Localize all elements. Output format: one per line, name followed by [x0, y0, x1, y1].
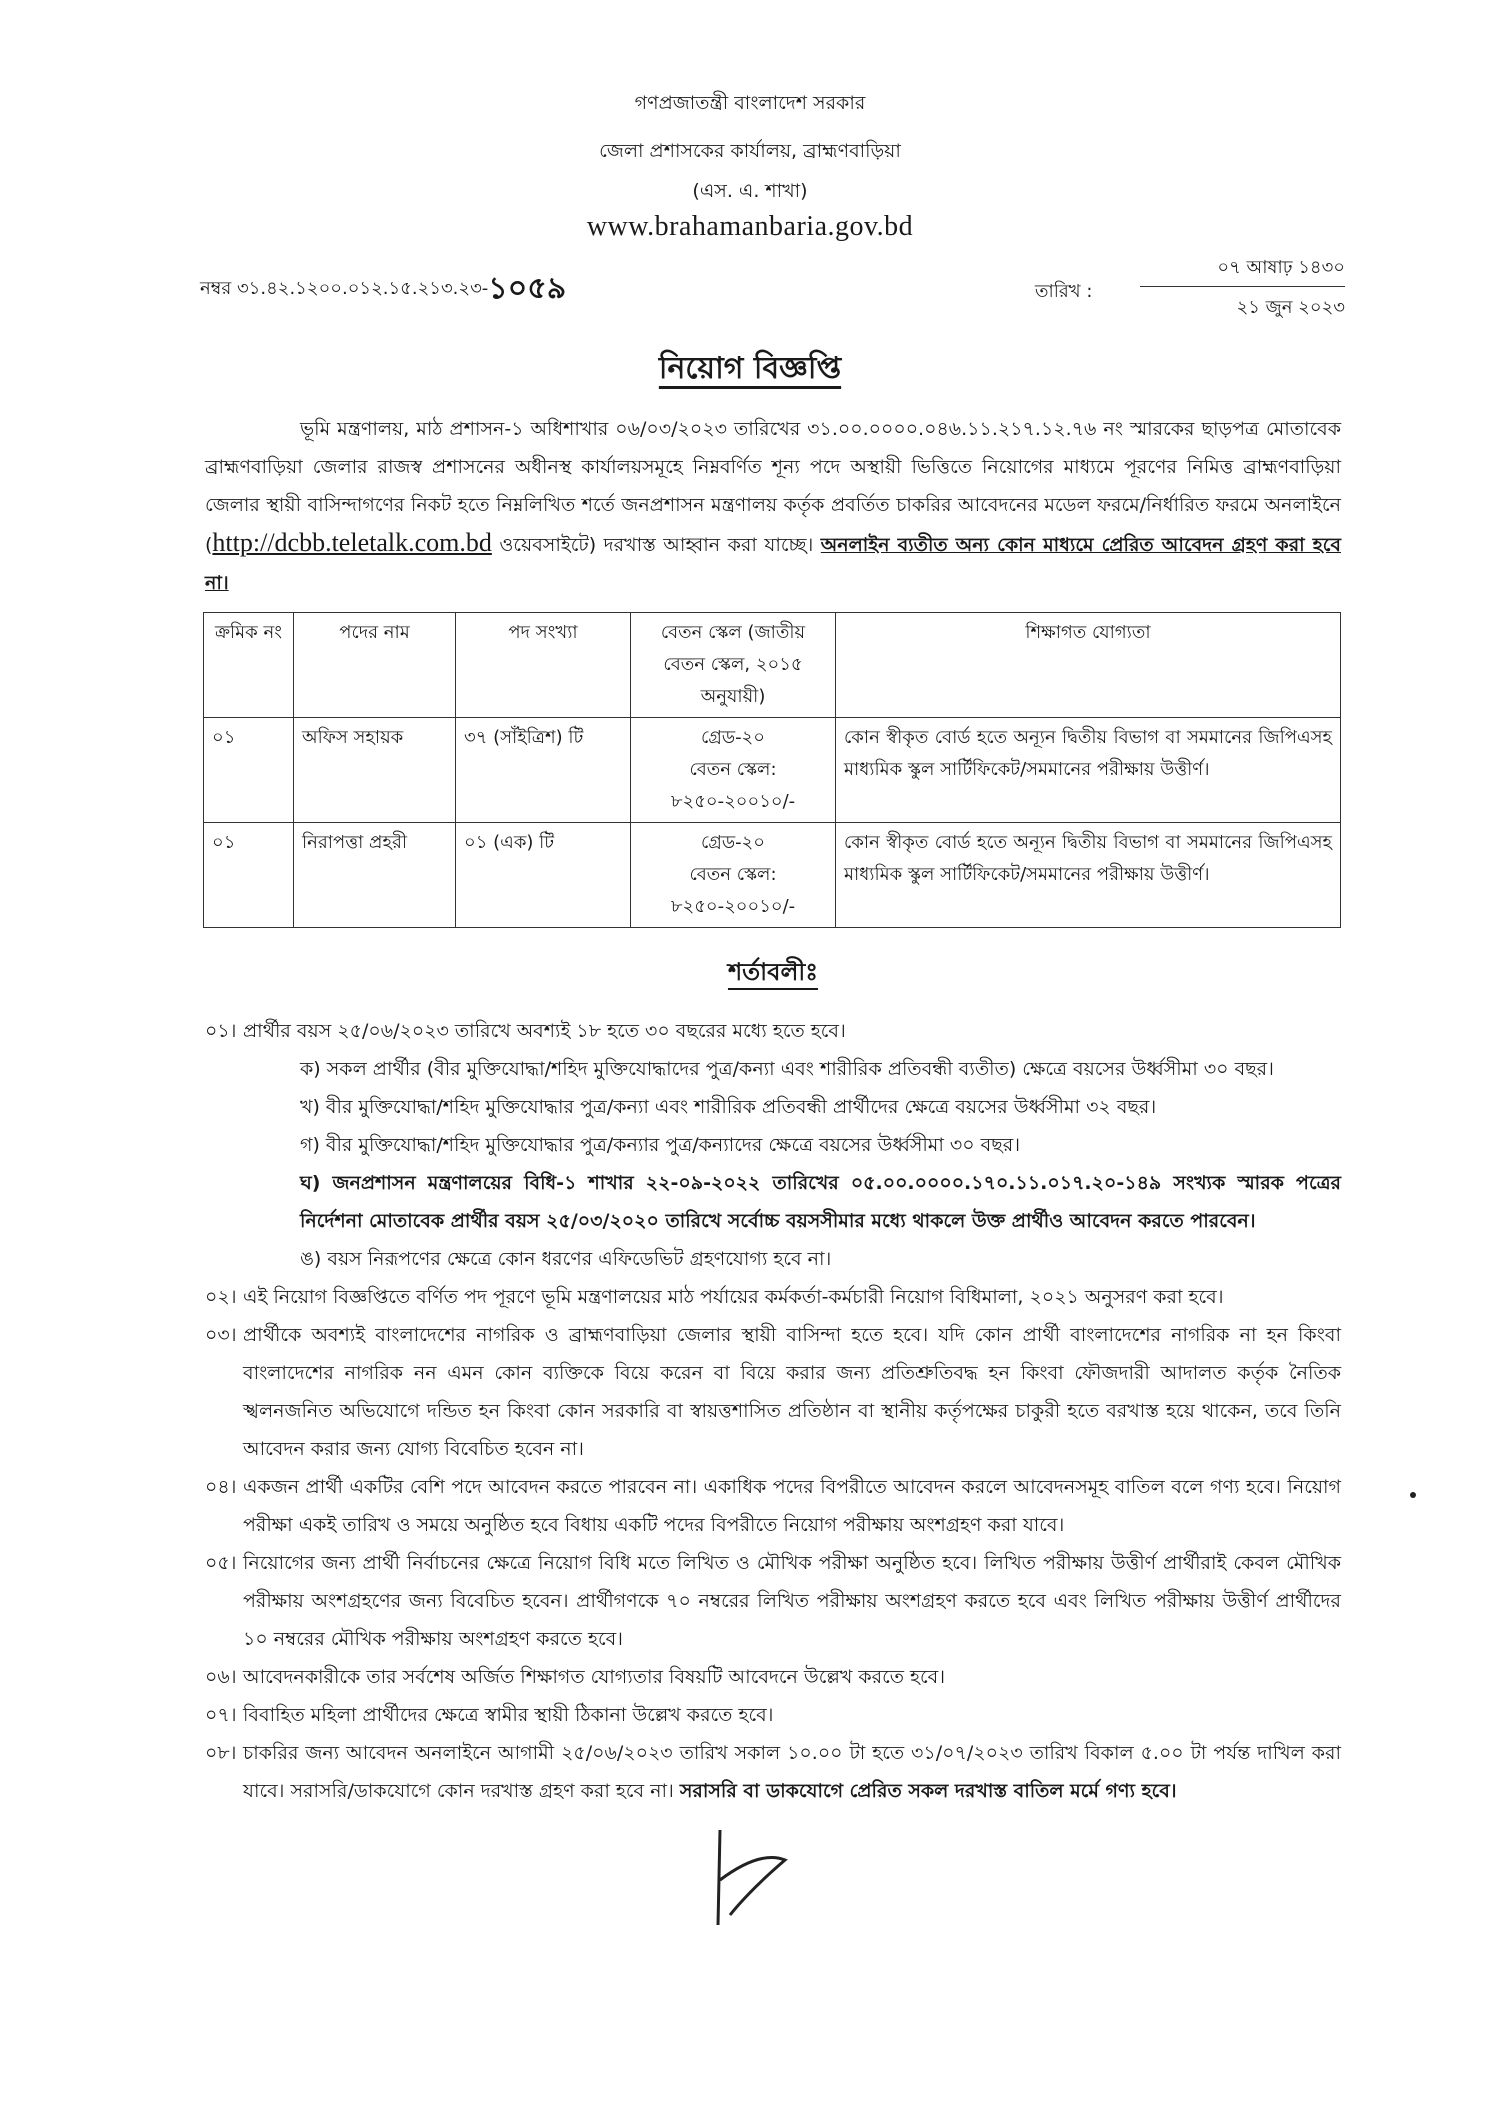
item-text: বিবাহিত মহিলা প্রার্থীদের ক্ষেত্রে স্বামীর স্থায়ী ঠিকানা উল্লেখ করতে হবে। — [243, 1704, 774, 1726]
branch-name: (এস. এ. শাখা) — [692, 180, 808, 202]
sub-item: খ) বীর মুক্তিযোদ্ধা/শহিদ মুক্তিযোদ্ধার পুত্র/কন্যা এবং শারীরিক প্রতিবন্ধী প্রার্থীদের ক্ষেত্রে বয়সের উর্ধ্বসীমা ৩২ বছর। — [300, 1096, 1157, 1118]
item-number: ০৭। — [205, 1704, 237, 1726]
date-gregorian: ২১ জুন ২০২৩ — [1236, 297, 1345, 318]
table-row — [204, 718, 1341, 823]
item-number: ০৪। — [205, 1476, 237, 1498]
vacancy-table — [203, 612, 1341, 928]
item-text: নিয়োগের জন্য প্রার্থী নির্বাচনের ক্ষেত্রে নিয়োগ বিধি মতে লিখিত ও মৌখিক পরীক্ষা অনুষ্ঠিত হবে। লিখিত পরীক্ষায় উত্তীর্ণ প্রার্থীরাই কেবল মৌখিক পরীক্ষায় অংশগ্রহণের জন্য বিবেচিত হবেন। প্রার্থীগণকে ৭০ নম্বরের লিখিত পরীক্ষায় অংশগ্রহণ করতে হবে এবং লিখিত পরীক্ষায় উত্তীর্ণ প্রার্থীদের ১০ নম্বরের মৌখিক পরীক্ষায় অংশগ্রহণ করতে হবে। — [243, 1552, 1341, 1650]
condition-item — [205, 1696, 1341, 1734]
pay-scale — [631, 718, 836, 823]
header-post: পদের নাম — [294, 613, 456, 718]
memo-number-label: নম্বর ৩১.৪২.১২০০.০১২.১৫.২১৩.২৩- — [200, 278, 489, 299]
serial: ০১ — [204, 718, 294, 823]
item-number: ০৩। — [205, 1324, 237, 1346]
item-number: ০৫। — [205, 1552, 237, 1574]
scale: ৮২৫০-২০০১০/- — [670, 896, 796, 917]
scan-speck — [1410, 1492, 1416, 1498]
qualification: কোন স্বীকৃত বোর্ড হতে অন্যূন দ্বিতীয় বিভাগ বা সমমানের জিপিএসহ মাধ্যমিক স্কুল সার্টিফিকেট/সমমানের পরীক্ষায় উত্তীর্ণ। — [836, 718, 1341, 823]
serial: ০১ — [204, 823, 294, 928]
post-name: অফিস সহায়ক — [294, 718, 456, 823]
header-qualification: শিক্ষাগত যোগ্যতা — [836, 613, 1341, 718]
item-text — [243, 1734, 1341, 1810]
sub-item: গ) বীর মুক্তিযোদ্ধা/শহিদ মুক্তিযোদ্ধার পুত্র/কন্যার পুত্র/কন্যাদের ক্ষেত্রে বয়সের উর্ধ্বসীমা ৩০ বছর। — [300, 1134, 1020, 1156]
grade: গ্রেড-২০ — [701, 727, 765, 748]
conditions-list — [205, 1012, 1341, 1810]
condition-item — [205, 1278, 1341, 1316]
scale: ৮২৫০-২০০১০/- — [670, 791, 796, 812]
item-text: প্রার্থীকে অবশ্যই বাংলাদেশের নাগরিক ও ব্রাহ্মণবাড়িয়া জেলার স্থায়ী বাসিন্দা হতে হবে। যদি কোন প্রার্থী বাংলাদেশের নাগরিক না হন কিংবা বাংলাদেশের নাগরিক নন এমন কোন ব্যক্তিকে বিয়ে করেন বা বিয়ে করার জন্য প্রতিশ্রুতিবদ্ধ হন কিংবা ফৌজদারী আদালত কর্তৃক নৈতিক স্খলনজনিত অভিযোগে দন্ডিত হন কিংবা কোন সরকারি বা স্বায়ত্তশাসিত প্রতিষ্ঠান বা স্থানীয় কর্তৃপক্ষের চাকুরী হতে বরখাস্ত হয়ে থাকেন, তবে তিনি আবেদন করার জন্য যোগ্য বিবেচিত হবেন না। — [243, 1324, 1341, 1460]
table-row — [204, 823, 1341, 928]
item-number: ০৮। — [205, 1742, 237, 1764]
item-number: ০২। — [205, 1286, 237, 1308]
item-text: একজন প্রার্থী একটির বেশি পদে আবেদন করতে পারবেন না। একাধিক পদের বিপরীতে আবেদন করলে আবেদনসমূহ বাতিল বলে গণ্য হবে। নিয়োগ পরীক্ষা একই তারিখ ও সময়ে অনুষ্ঠিত হবে বিধায় একটি পদের বিপরীতে নিয়োগ পরীক্ষায় অংশগ্রহণ করা যাবে। — [243, 1476, 1341, 1536]
intro-text: ভূমি মন্ত্রণালয়, মাঠ প্রশাসন-১ অধিশাখার ০৬/০৩/২০২৩ তারিখের ৩১.০০.০০০০.০৪৬.১১.২১৭.১২.৭৬ নং স্মারকের ছাড়পত্র মোতাবেক ব্রাহ্মণবাড়িয়া জেলার রাজস্ব প্রশাসনের অধীনস্থ কার্যালয়সমূহে নিম্নবর্ণিত শূন্য পদে অস্থায়ী ভিত্তিতে নিয়োগের মাধ্যমে পূরণের নিমিত্ত ব্রাহ্মণবাড়িয়া জেলার স্থায়ী বাসিন্দাগণের নিকট হতে নিম্নলিখিত শর্তে জনপ্রশাসন মন্ত্রণালয় কর্তৃক প্রবর্তিত চাকরির আবেদনের মডেল ফরমে/নির্ধারিত ফরমে অনলাইনে ( — [205, 418, 1341, 556]
page-title: নিয়োগ বিজ্ঞপ্তি — [658, 351, 842, 386]
online-only-notice: অনলাইন ব্যতীত অন্য কোন মাধ্যমে প্রেরিত আবেদন গ্রহণ করা হবে না। — [205, 534, 1341, 594]
post-name: নিরাপত্তা প্রহরী — [294, 823, 456, 928]
govt-name: গণপ্রজাতন্ত্রী বাংলাদেশ সরকার — [634, 92, 866, 114]
item-number: ০১। — [205, 1020, 237, 1042]
item-text-bold: সরাসরি বা ডাকযোগে প্রেরিত সকল দরখাস্ত বাতিল মর্মে গণ্য হবে। — [679, 1780, 1177, 1802]
header-count: পদ সংখ্যা — [456, 613, 631, 718]
document-body — [203, 410, 1343, 1930]
item-number: ০৬। — [205, 1666, 237, 1688]
conditions-title: শর্তাবলীঃ — [727, 958, 819, 986]
website-link[interactable]: www.brahamanbaria.gov.bd — [586, 211, 914, 242]
condition-item — [205, 1658, 1341, 1696]
signature-mark — [690, 1820, 800, 1930]
intro-text-2: ওয়েবসাইটে) দরখাস্ত আহ্বান করা যাচ্ছে। — [491, 534, 821, 556]
condition-item — [205, 1468, 1341, 1544]
grade: গ্রেড-২০ — [701, 832, 765, 853]
teletalk-link[interactable]: http://dcbb.teletalk.com.bd — [212, 528, 492, 557]
header-serial: ক্রমিক নং — [204, 613, 294, 718]
qualification: কোন স্বীকৃত বোর্ড হতে অন্যূন দ্বিতীয় বিভাগ বা সমমানের জিপিএসহ মাধ্যমিক স্কুল সার্টিফিকেট/সমমানের পরীক্ষায় উত্তীর্ণ। — [836, 823, 1341, 928]
item-text-plain: চাকরির জন্য আবেদন অনলাইনে আগামী ২৫/০৬/২০২৩ তারিখ সকাল ১০.০০ টা হতে ৩১/০৭/২০২৩ তারিখ বিকাল ৫.০০ টা পর্যন্ত দাখিল করা যাবে। সরাসরি/ডাকযোগে কোন দরখাস্ত গ্রহণ করা হবে না। — [243, 1742, 1341, 1802]
sub-item: ঙ) বয়স নিরূপণের ক্ষেত্রে কোন ধরণের এফিডেভিট গ্রহণযোগ্য হবে না। — [300, 1248, 832, 1270]
sub-item: ক) সকল প্রার্থীর (বীর মুক্তিযোদ্ধা/শহিদ মুক্তিযোদ্ধাদের পুত্র/কন্যা এবং শারীরিক প্রতিবন্ধী ব্যতীত) ক্ষেত্রে বয়সের উর্ধ্বসীমা ৩০ বছর। — [300, 1058, 1274, 1080]
condition-item — [205, 1734, 1341, 1810]
intro-paragraph — [205, 410, 1341, 602]
date-label: তারিখ : — [1035, 281, 1093, 302]
scale-label: বেতন স্কেল: — [689, 759, 777, 780]
item-text: প্রার্থীর বয়স ২৫/০৬/২০২৩ তারিখে অবশ্যই ১৮ হতে ৩০ বছরের মধ্যে হতে হবে। — [243, 1020, 846, 1042]
memo-number — [200, 272, 566, 306]
date-bangla: ০৭ আষাঢ় ১৪৩০ — [1140, 254, 1345, 287]
condition-item — [205, 1012, 1341, 1050]
item-text: এই নিয়োগ বিজ্ঞপ্তিতে বর্ণিত পদ পূরণে ভূমি মন্ত্রণালয়ের মাঠ পর্যায়ের কর্মকর্তা-কর্মচারী নিয়োগ বিধিমালা, ২০২১ অনুসরণ করা হবে। — [243, 1286, 1224, 1308]
pay-scale — [631, 823, 836, 928]
header-pay-scale: বেতন স্কেল (জাতীয় বেতন স্কেল, ২০১৫ অনুযায়ী) — [631, 613, 836, 718]
scale-label: বেতন স্কেল: — [689, 864, 777, 885]
post-count: ৩৭ (সাঁইত্রিশ) টি — [456, 718, 631, 823]
post-count: ০১ (এক) টি — [456, 823, 631, 928]
condition-item — [205, 1544, 1341, 1658]
sub-item: ঘ) জনপ্রশাসন মন্ত্রণালয়ের বিধি-১ শাখার ২২-০৯-২০২২ তারিখের ০৫.০০.০০০০.১৭০.১১.০১৭.২০-১৪৯ সংখ্যক স্মারক পত্রের নির্দেশনা মোতাবেক প্রার্থীর বয়স ২৫/০৩/২০২০ তারিখে সর্বোচ্চ বয়সসীমার মধ্যে থাকলে উক্ত প্রার্থীও আবেদন করতে পারবেন। — [300, 1172, 1341, 1232]
table-header-row — [204, 613, 1341, 718]
condition-item — [205, 1316, 1341, 1468]
office-name: জেলা প্রশাসকের কার্যালয়, ব্রাহ্মণবাড়িয়া — [599, 140, 901, 162]
item-text: আবেদনকারীকে তার সর্বশেষ অর্জিত শিক্ষাগত যোগ্যতার বিষয়টি আবেদনে উল্লেখ করতে হবে। — [243, 1666, 946, 1688]
memo-number-handwritten: ১০৫৯ — [488, 271, 567, 306]
